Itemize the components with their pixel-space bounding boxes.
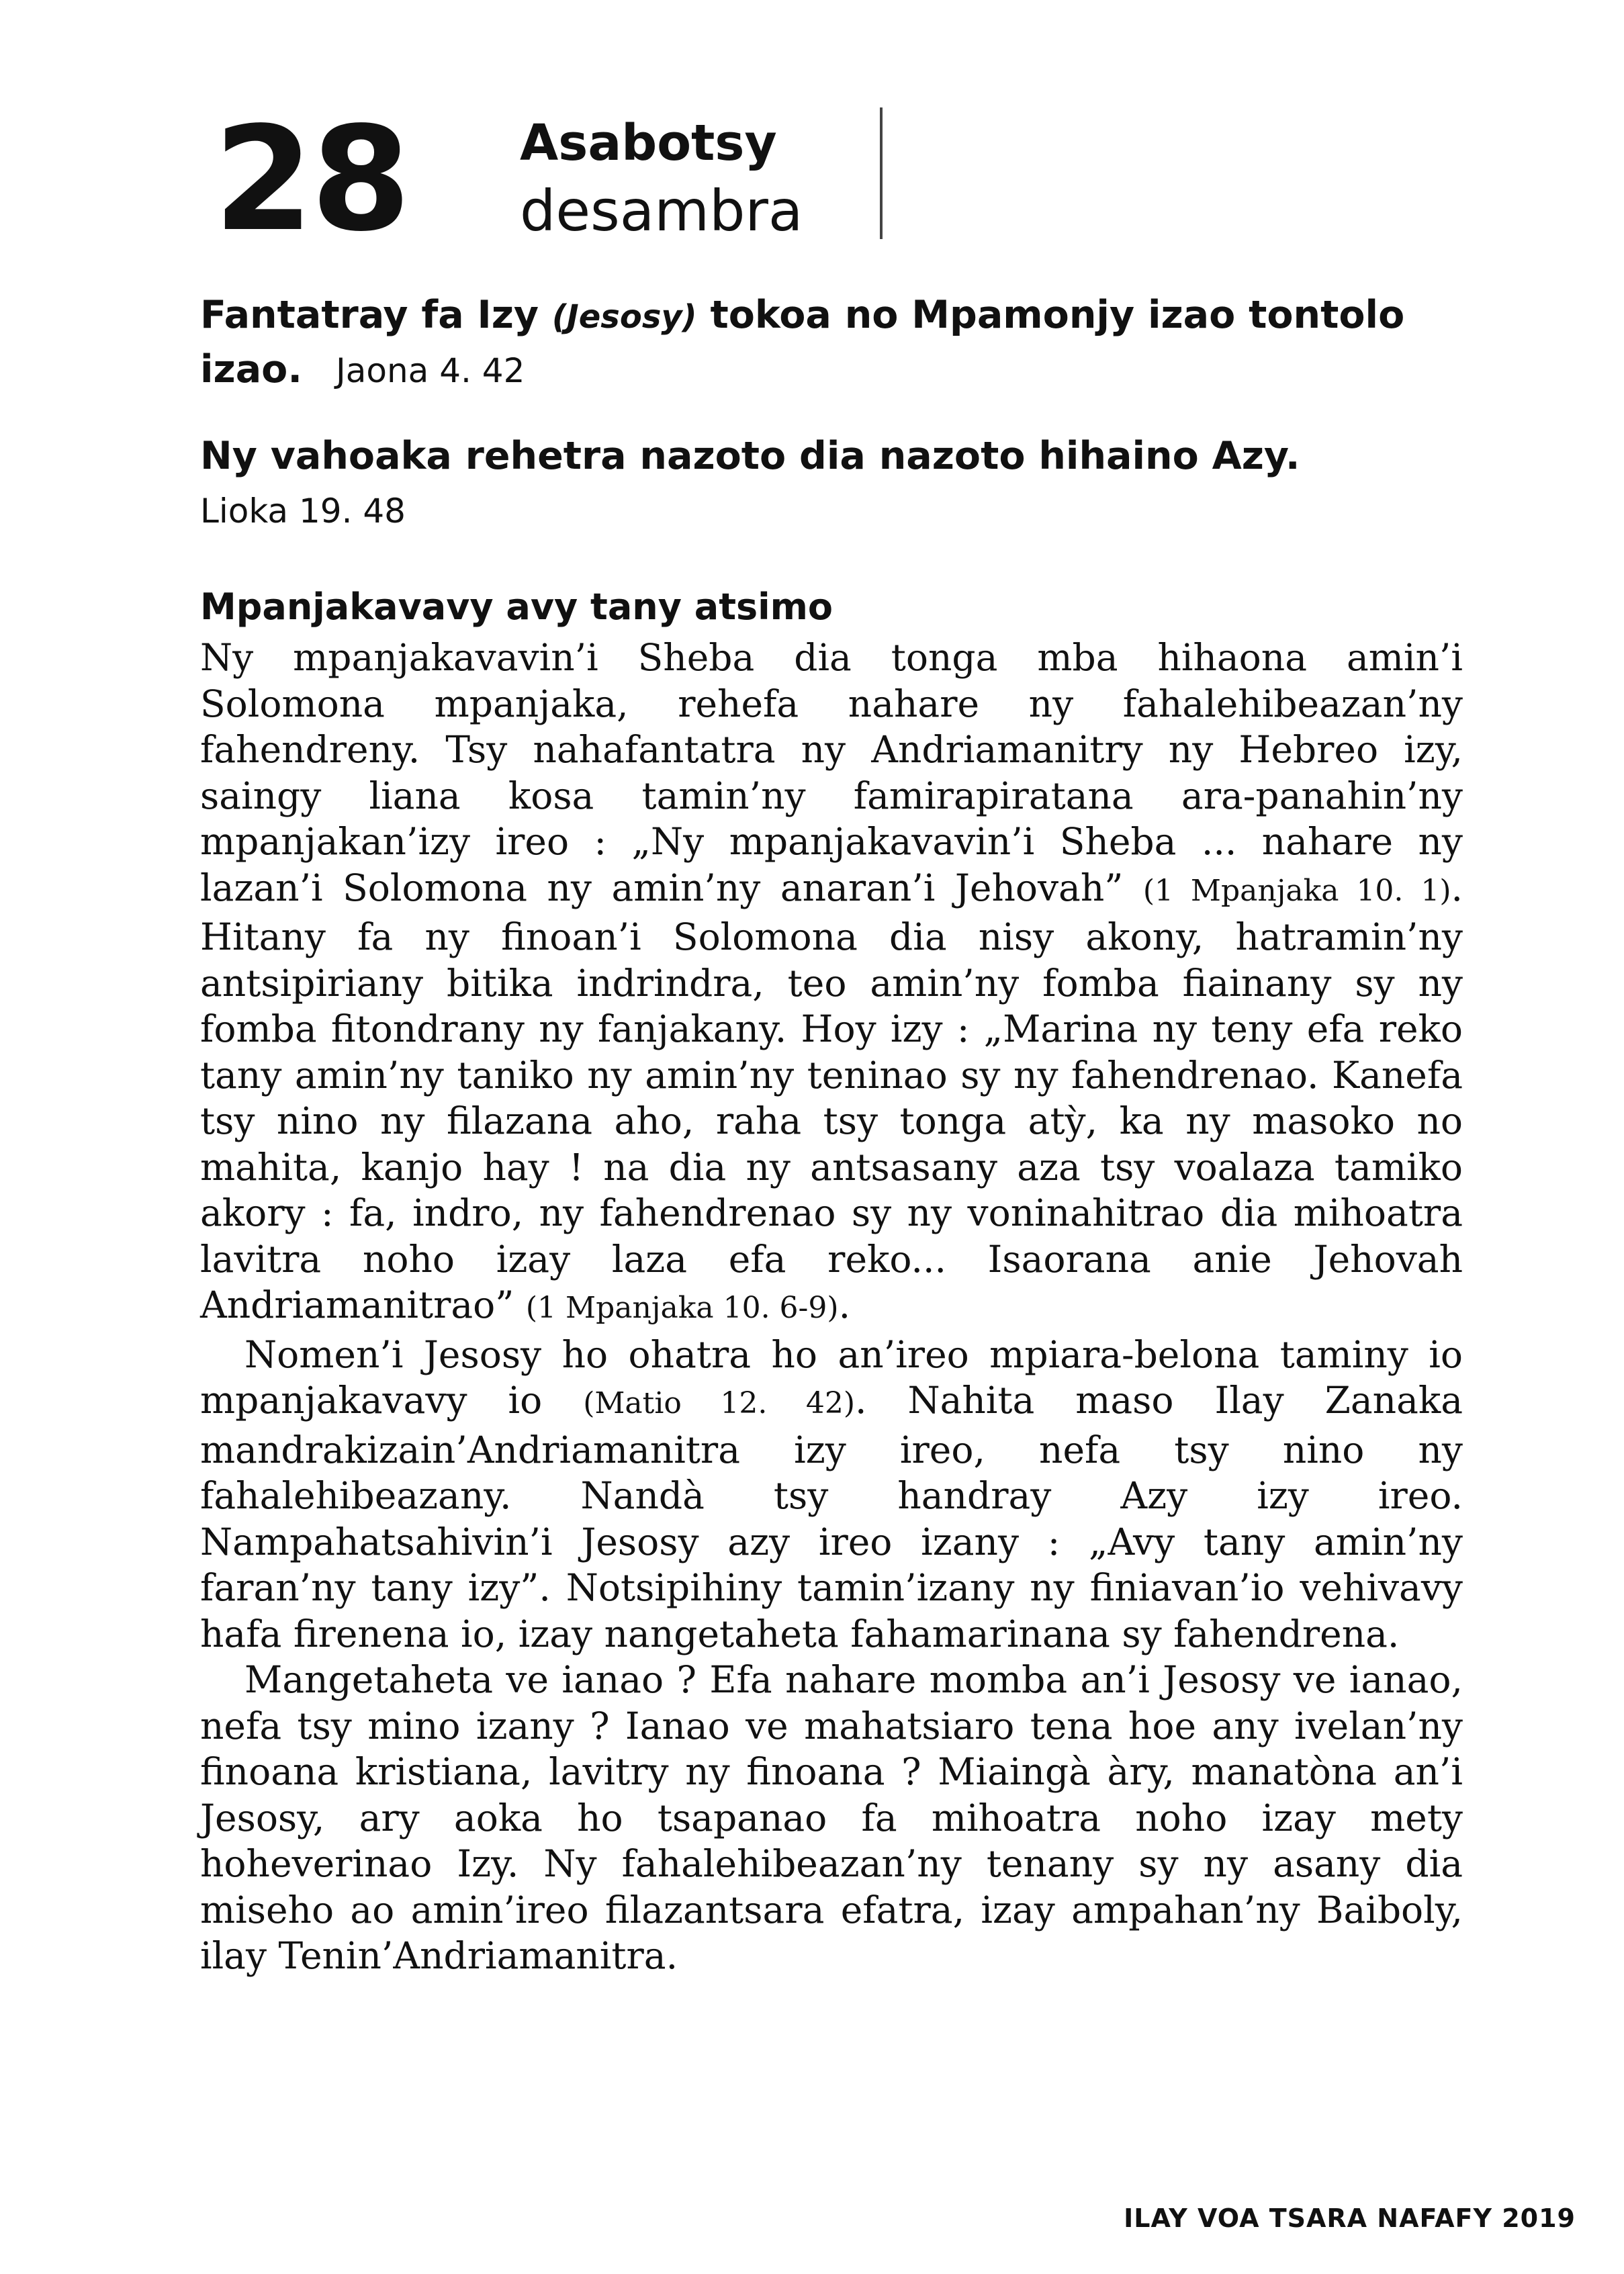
paragraph-2-reference: (Matio 12. 42): [583, 1386, 855, 1420]
paragraph-1-text-a: Ny mpanjakavavin’i Sheba dia tonga mba hihaona amin’i Solomona mpanjaka, rehefa nahare ny fahalehibeazan’ny fahendreny. Tsy nahafantatra ny Andriamanitry ny Hebreo izy, saingy liana kosa tamin’ny famirapiratana ara-panahin’ny mpanjakan’izy ireo : „Ny mpanjakavavin’i Sheba ... nahare ny lazan’i Solomona ny amin’ny anaran’i Jehovah”: [200, 636, 1463, 909]
verse-1: [200, 289, 1476, 397]
paragraph-1: [200, 635, 1463, 1332]
paragraph-2: [200, 1332, 1463, 1657]
paragraph-2-text-b: . Nahita maso Ilay Zanaka mandrakizain’Andriamanitra izy ireo, nefa tsy nino ny fahalehibeazany. Nandà tsy handray Azy izy ireo. Nampahatsahivin’i Jesosy azy ireo izany : „Avy tany amin’ny faran’ny tany izy”. Notsipihiny tamin’izany ny finiavan’io vehivavy hafa firenena io, izay nangetaheta fahamarinana sy fahendrena.: [200, 1379, 1463, 1655]
date-block: [214, 96, 885, 263]
verse-2-reference: Lioka 19. 48: [200, 492, 406, 531]
month: desambra: [520, 178, 803, 244]
weekday: Asabotsy: [520, 114, 777, 172]
paragraph-1-reference-2: (1 Mpanjaka 10. 6-9): [525, 1291, 839, 1325]
footer-title: ILAY VOA TSARA NAFAFY 2019: [1124, 2203, 1576, 2233]
header-divider: [880, 107, 883, 239]
verse-1-text-end: tokoa no Mpamonjy izao tontolo izao.: [200, 293, 1405, 392]
article-body: [200, 635, 1463, 1979]
paragraph-3: Mangetaheta ve ianao ? Efa nahare momba an’i Jesosy ve ianao, nefa tsy mino izany ? Ianao ve mahatsiaro tena hoe any ivelan’ny finoana kristiana, lavitry ny finoana ? Miaingà àry, manatòna an’i Jesosy, ary aoka ho tsapanao fa mihoatra noho izay mety hoheverinao Izy. Ny fahalehibeazan’ny tenany sy ny asany dia miseho ao amin’ireo filazantsara efatra, izay ampahan’ny Baiboly, ilay Tenin’Andriamanitra.: [200, 1658, 1463, 1977]
verse-2: Ny vahoaka rehetra nazoto dia nazoto hihaino Azy.: [200, 434, 1300, 478]
paragraph-1-text-c: .: [838, 1283, 851, 1326]
paragraph-1-text-b: . Hitany fa ny finoan’i Solomona dia nisy akony, hatramin’ny antsipiriany bitika indrindra, teo amin’ny fomba fiainany sy ny fomba fitondrany ny fanjakany. Hoy izy : „Marina ny teny efa reko tany amin’ny taniko ny amin’ny teninao sy ny fahendrenao. Kanefa tsy nino ny filazana aho, raha tsy tonga atỳ, ka ny masoko no mahita, kanjo hay ! na dia ny antsasany aza tsy voalaza tamiko akory : fa, indro, ny fahendrenao sy ny voninahitrao dia mihoatra lavitra noho izay laza efa reko... Isaorana anie Jehovah Andriamanitrao”: [200, 866, 1463, 1326]
paragraph-2-text-a: Nomen’i Jesosy ho ohatra ho an’ireo mpiara-belona taminy io mpanjakavavy io: [200, 1332, 1463, 1422]
verse-1-reference: Jaona 4. 42: [336, 351, 525, 390]
verse-1-parenthetical: (Jesosy): [551, 298, 697, 336]
day-number: 28: [214, 96, 408, 263]
verse-1-text-start: Fantatray fa Izy: [200, 293, 552, 337]
paragraph-1-reference-1: (1 Mpanjaka 10. 1): [1142, 873, 1451, 908]
article-heading: Mpanjakavavy avy tany atsimo: [200, 586, 833, 628]
